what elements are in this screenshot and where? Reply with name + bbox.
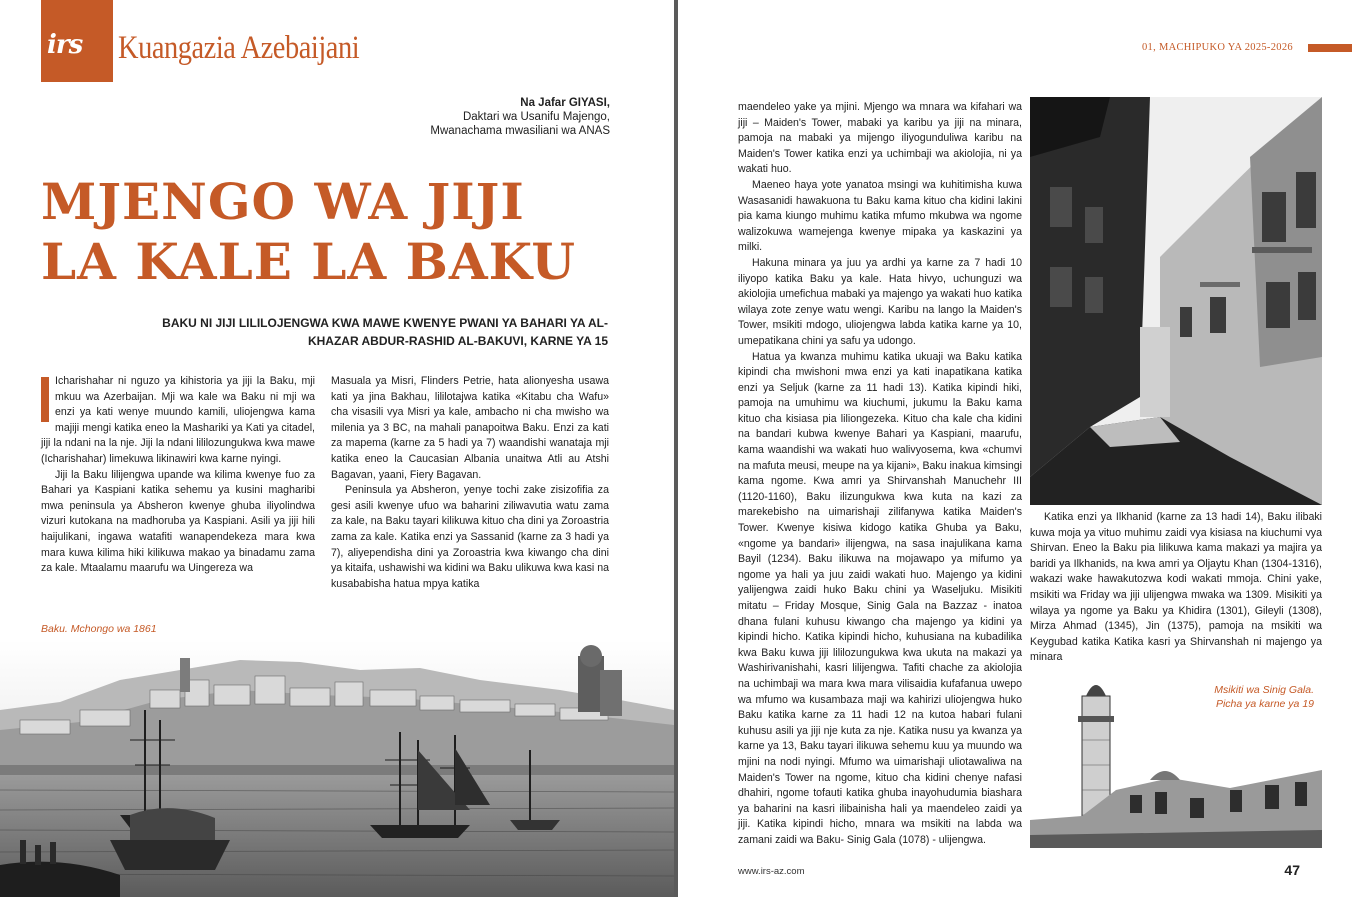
dropcap-bar — [41, 377, 49, 422]
section-title: Kuangazia Azebaijani — [118, 30, 360, 66]
paragraph: maendeleo yake ya mjini. Mjengo wa mnara wa kifahari wa jiji – Maiden's Tower, mabaki ya karibu ya jiji na minara, pamoja na mabaki ya mijengo iliyogunduliwa karibu na Maiden's Tower katika enzi ya uchimbaji wa akiolojia, ni ya wakati huo. — [738, 101, 1022, 176]
logo-text: irs — [47, 30, 83, 60]
text-column-right-1 — [738, 100, 1022, 849]
headline-line-1: MJENGO WA JIJI — [41, 172, 525, 231]
text-column-left-2 — [331, 374, 609, 592]
baku-1861-engraving-image — [0, 640, 674, 897]
left-page — [0, 0, 674, 897]
paragraph: Icharishahar ni nguzo ya kihistoria ya jiji la Baku, mji mkuu wa Azerbaijan. Mji wa kale wa Baku ni mji wa enzi ya kati wenye muundo kamili, uliojengwa kama majiji mengi katika eneo la Mashariki ya Kati ya citadel, jiji la ndani na la nje. Jiji la ndani lililozungukwa kwa mawe (Icharishahar) limekuwa likinawiri kwa karne nyingi. — [41, 375, 315, 465]
headline-line-2: LA KALE LA BAKU — [41, 232, 576, 291]
article-subheadline: BAKU NI JIJI LILILOJENGWA KWA MAWE KWENYE PWANI YA BAHARI YA AL-KHAZAR ABDUR-RASHID AL-BAKUVI, KARNE YA 15 — [162, 316, 608, 348]
paragraph: Hakuna minara ya juu ya ardhi ya karne za 7 hadi 10 iliyopo katika Baku ya kale. Hata hivyo, uchunguzi wa akiolojia umefichua mabaki ya majengo ya wakati huo katika wilaya zote zenye watu wengi. Karibu na lango la Maiden's Tower, msikiti mdogo, uliojengwa labda katika karne ya 10, umepatikana chini ya safu ya udongo. — [738, 256, 1022, 347]
caption-line-1: Msikiti wa Sinig Gala. — [1214, 684, 1314, 696]
paragraph: Jiji la Baku lilijengwa upande wa kilima kwenye fuo za Bahari ya Kaspiani katika sehemu ya kusini magharibi mwa peninsula ya Absheron kwenye ghuba iliyolindwa vizuri kutokana na madhoruba ya Kaspiani. Asili ya jiji hili haijulikani, ingawa watafiti wanapendekeza mara kwa mara kuwa kilima hiki kilikuwa makao ya binadamu zama za kale. Mtaalamu maarufu wa Uingereza wa — [41, 468, 315, 575]
paragraph: Masuala ya Misri, Flinders Petrie, hata alionyesha usawa kati ya jina Bakhau, lililotajwa katika «Kitabu cha Wafu» cha visasili vya Misri ya kale, ambacho ni cha mwisho wa milenia ya 3 BC, na mahali panapoitwa Baku. Enzi za kati za mapema (karne za 5 hadi ya 7) waandishi wanataja mji katika eneo la Caucasian Albania unaitwa Atli au Atshi Bagavan, yaani, Fiery Bagavan. — [331, 375, 609, 481]
issue-line: 01, MACHIPUKO YA 2025-2026 — [1142, 42, 1293, 53]
page-number: 47 — [1284, 862, 1300, 878]
caption-line-2: Picha ya karne ya 19 — [1215, 698, 1314, 710]
right-page — [678, 0, 1352, 897]
paragraph: Peninsula ya Absheron, yenye tochi zake zisizofifia za gesi asili kwenye ufuo wa baharini ziliwavutia watu zama za kale, na Baku tayari kilikuwa kituo cha dini ya Zoroastria zama za kale. Katika enzi ya Sassanid (karne za 3 hadi ya 7), aliyependisha dini ya Zoroastria kwa kiwango cha dini ya kitaifa, ushawishi wa kidini wa Baku ulikuwa kwa kasi na kusababisha hatua mpya katika — [331, 484, 609, 590]
footer-url-link[interactable]: www.irs-az.com — [738, 866, 805, 877]
old-city-street-photo — [1030, 97, 1322, 505]
paragraph: Maeneo haya yote yanatoa msingi wa kuhitimisha kuwa Wasasanidi hawakuona tu Baku kama kituo cha kidini lakini pia kama kiungo muhimu katika mfumo mkubwa wa ngome walizokuwa wamejenga kwenye mipaka ya kaskazini ya milki. — [738, 178, 1022, 254]
text-column-right-2 — [1030, 510, 1322, 666]
irs-logo — [41, 0, 113, 82]
author-block — [430, 96, 610, 138]
paragraph: Hatua ya kwanza muhimu katika ukuaji wa Baku katika kipindi cha mwishoni mwa enzi ya kati inapatikana katika enzi ya Seljuk (karne za 11 hadi 13). Katika kipindi hiki, pamoja na umuhimu wa kiuchumi, jukumu la Baku kama kituo cha kisiasa pia liliongezeka. Kituo cha kale cha kidini na bandari kubwa kwenye Bahari ya Kaspiani, maarufu, kama waandishi wa wakati huo walivyosema, kwa «chumvi na mafuta meusi, meupe na ya kijani», Baku inakua kimsingi kama ngome. Kwa amri ya Shirvanshah Manuchehr III (1120-1160), Baku ilizungukwa kwa kuta na kazi za marekebisho na uimarishaji zilifanywa katika Maiden's Tower. Kwenye kisiwa kidogo katika Ghuba ya Baku, «ngome ya bandari» ilijengwa, na sasa inajulikana kama Bayil (1234). Baku ilikuwa na mojawapo ya mifumo ya ngome ya hali ya juu zaidi wakati huo. Majengo ya kidini yalijengwa zaidi huko Baku chini ya Waseljuku. Misikiti mitatu – Friday Mosque, Sinig Gala na Bazzaz - inatoa dhana fulani kuhusu kiwango cha majengo ya kidini ya kipindi hicho. Katika kipindi hicho, kuhusiana na kubadilika kwa Baku kuwa jiji lililozungukwa kwa ukuta na makazi ya Washirivanishahi, kasri lilijengwa. Tafiti chache za akiolojia na uchimbaji wa mara kwa mara vilisaidia kufafanua uwepo wa mfumo wa kusambaza maji wa kahirizi uliojengwa huko Baku katika karne za 11 hadi 12 na kutoa habari fulani kuhusu asili ya jiji nje kuta za nje. Katika nusu ya kwanza ya karne ya 13, Baku tayari ilikuwa sehemu kuu ya muundo wa mjini na nodi nyingi. Mfumo wa uimarishaji uliotawaliwa na Maiden's Tower na ngome, kituo cha kidini chenye nafasi dhahiri, ngome tofauti katika ghuba inayohudumia biashara ya baharini na kasri ilibainisha hali ya maendeleo zaidi ya jiji. Katika kipindi hicho, mnara wa msikiti na labda wa zamani zaidi wa Baku- Sinig Gala (1078) - ulijengwa. — [738, 350, 1022, 846]
author-name: Na Jafar GIYASI, — [520, 97, 610, 109]
caption-minaret — [1214, 683, 1314, 711]
caption-engraving: Baku. Mchongo wa 1861 — [41, 623, 157, 635]
author-affiliation: Mwanachama mwasiliani wa ANAS — [430, 125, 610, 137]
author-title: Daktari wa Usanifu Majengo, — [462, 111, 610, 123]
issue-accent-bar — [1308, 44, 1352, 52]
article-headline — [41, 172, 576, 292]
paragraph: Katika enzi ya Ilkhanid (karne za 13 hadi 14), Baku ilibaki kuwa moja ya vituo muhimu zaidi vya kisiasa na kiuchumi vya Shirvan. Eneo la Baku pia lilikuwa kama makazi ya majira ya baridi ya Ilkhanids, na kwa amri ya Oljaytu Khan (1304-1316), wakazi wake hawakutozwa kodi wakati mmoja. Chini yake, msikiti wa Friday wa jiji ulijengwa mwaka wa 1309. Misikiti ya wilaya ya ngome ya Baku ya Khidira (1301), Gileyli (1308), Mirza Ahmad (1345), Jin (1375), pamoja na msikiti wa Keygubad katika Katika kasri ya Shirvanshah ni majengo ya minara — [1030, 511, 1322, 664]
text-column-left-1 — [41, 374, 315, 577]
